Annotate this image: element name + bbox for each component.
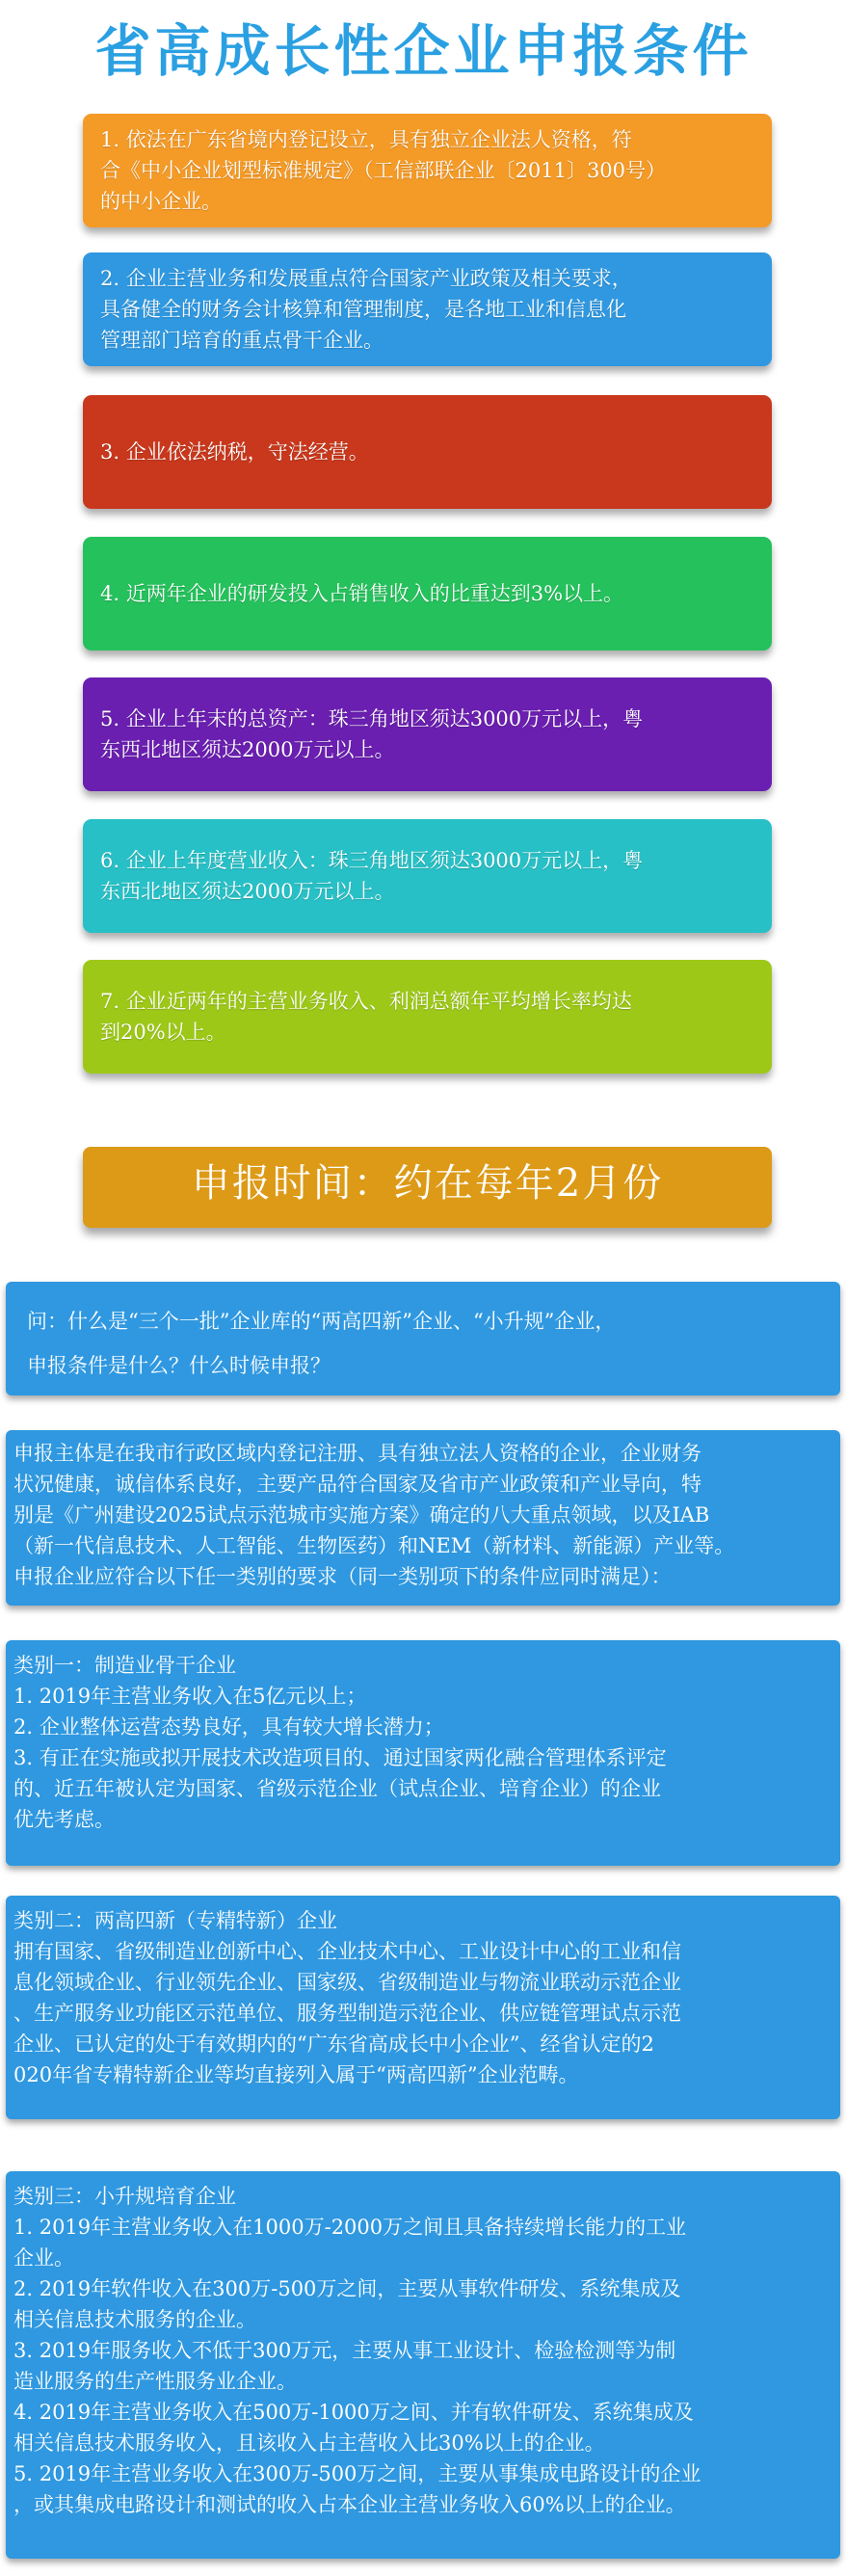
condition-card-2	[83, 252, 772, 366]
category-line: 3. 有正在实施或拟开展技术改造项目的、通过国家两化融合管理体系评定	[13, 1746, 667, 1769]
category-line: 1. 2019年主营业务收入在1000万-2000万之间且具备持续增长能力的工业	[13, 2216, 687, 2239]
condition-line: 合《中小企业划型标准规定》（工信部联企业〔2011〕300号）	[100, 159, 667, 182]
intro-line: 申报企业应符合以下任一类别的要求（同一类别项下的条件应同时满足）：	[13, 1565, 672, 1588]
condition-line: 4. 近两年企业的研发投入占销售收入的比重达到3%以上。	[100, 582, 624, 605]
condition-text	[100, 263, 632, 356]
condition-text	[100, 704, 643, 765]
question-line: 问：什么是“三个一批”企业库的“两高四新”企业、“小升规”企业，	[27, 1310, 616, 1333]
condition-text	[100, 845, 643, 907]
category-line: 的、近五年被认定为国家、省级示范企业（试点企业、培育企业）的企业	[13, 1777, 661, 1800]
intro-panel	[6, 1430, 840, 1606]
category-line: 1. 2019年主营业务收入在5亿元以上；	[13, 1685, 367, 1708]
condition-card-7	[83, 960, 772, 1074]
category-line: 企业。	[13, 2246, 74, 2270]
category-line: 2. 2019年软件收入在300万-500万之间，主要从事软件研发、系统集成及	[13, 2277, 681, 2300]
category-line: 3. 2019年服务收入不低于300万元，主要从事工业设计、检验检测等为制	[13, 2339, 676, 2362]
category-line: 相关信息技术服务收入，且该收入占主营收入比30%以上的企业。	[13, 2431, 605, 2455]
condition-text	[100, 124, 666, 217]
category-title: 类别一：制造业骨干企业	[13, 1654, 236, 1677]
page-title: 省高成长性企业申报条件	[94, 18, 753, 84]
category-line: ，或其集成电路设计和测试的收入占本企业主营业务收入60%以上的企业。	[13, 2493, 686, 2516]
intro-line: 申报主体是在我市行政区域内登记注册、具有独立法人资格的企业，企业财务	[13, 1442, 701, 1465]
condition-line: 的中小企业。	[100, 190, 222, 213]
intro-line: 状况健康，诚信体系良好，主要产品符合国家及省市产业政策和产业导向，特	[13, 1473, 701, 1496]
category-title: 类别二：两高四新（专精特新）企业	[13, 1909, 337, 1932]
condition-card-5	[83, 677, 772, 791]
condition-line: 东西北地区须达2000万元以上。	[100, 880, 395, 903]
category-line: 相关信息技术服务的企业。	[13, 2308, 256, 2331]
category-line: 4. 2019年主营业务收入在500万-1000万之间、并有软件研发、系统集成及	[13, 2401, 694, 2424]
condition-text	[100, 578, 623, 609]
condition-card-6	[83, 819, 772, 933]
intro-line: （新一代信息技术、人工智能、生物医药）和NEM（新材料、新能源）产业等。	[13, 1534, 735, 1557]
condition-card-3	[83, 395, 772, 509]
category-line: 020年省专精特新企业等均直接列入属于“两高四新”企业范畴。	[13, 2063, 579, 2086]
condition-line: 2. 企业主营业务和发展重点符合国家产业政策及相关要求，	[100, 267, 632, 290]
category-line: 息化领域企业、行业领先企业、国家级、省级制造业与物流业联动示范企业	[13, 1971, 681, 1994]
question-line: 申报条件是什么？什么时候申报？	[27, 1354, 331, 1377]
intro-line: 别是《广州建设2025试点示范城市实施方案》确定的八大重点领域，以及IAB	[13, 1503, 710, 1527]
deadline-banner: 申报时间：约在每年2月份	[83, 1147, 772, 1228]
condition-card-4	[83, 537, 772, 651]
category-line: 5. 2019年主营业务收入在300万-500万之间，主要从事集成电路设计的企业	[13, 2462, 701, 2485]
condition-line: 东西北地区须达2000万元以上。	[100, 738, 395, 761]
condition-text	[100, 986, 632, 1048]
condition-line: 具备健全的财务会计核算和管理制度，是各地工业和信息化	[100, 298, 626, 321]
category-line: 企业、已认定的处于有效期内的“广东省高成长中小企业”、经省认定的2	[13, 2032, 654, 2056]
category-line: 优先考虑。	[13, 1808, 115, 1831]
category-two-panel	[6, 1896, 840, 2119]
category-line: 、生产服务业功能区示范单位、服务型制造示范企业、供应链管理试点示范	[13, 2002, 681, 2025]
condition-line: 6. 企业上年度营业收入：珠三角地区须达3000万元以上，粤	[100, 849, 644, 872]
category-line: 拥有国家、省级制造业创新中心、企业技术中心、工业设计中心的工业和信	[13, 1940, 681, 1963]
condition-line: 3. 企业依法纳税，守法经营。	[100, 440, 369, 464]
category-three-panel	[6, 2171, 840, 2559]
condition-line: 5. 企业上年末的总资产：珠三角地区须达3000万元以上，粤	[100, 707, 644, 730]
category-title: 类别三：小升规培育企业	[13, 2185, 236, 2208]
category-line: 造业服务的生产性服务业企业。	[13, 2370, 297, 2393]
condition-text	[100, 437, 369, 467]
category-line: 2. 企业整体运营态势良好，具有较大增长潜力；	[13, 1715, 444, 1739]
category-one-panel	[6, 1640, 840, 1866]
condition-line: 7. 企业近两年的主营业务收入、利润总额年平均增长率均达	[100, 990, 632, 1013]
condition-card-1	[83, 114, 772, 227]
condition-line: 到20%以上。	[100, 1021, 226, 1044]
condition-line: 管理部门培育的重点骨干企业。	[100, 329, 384, 352]
condition-line: 1. 依法在广东省境内登记设立，具有独立企业法人资格，符	[100, 128, 632, 151]
question-panel	[6, 1282, 840, 1395]
